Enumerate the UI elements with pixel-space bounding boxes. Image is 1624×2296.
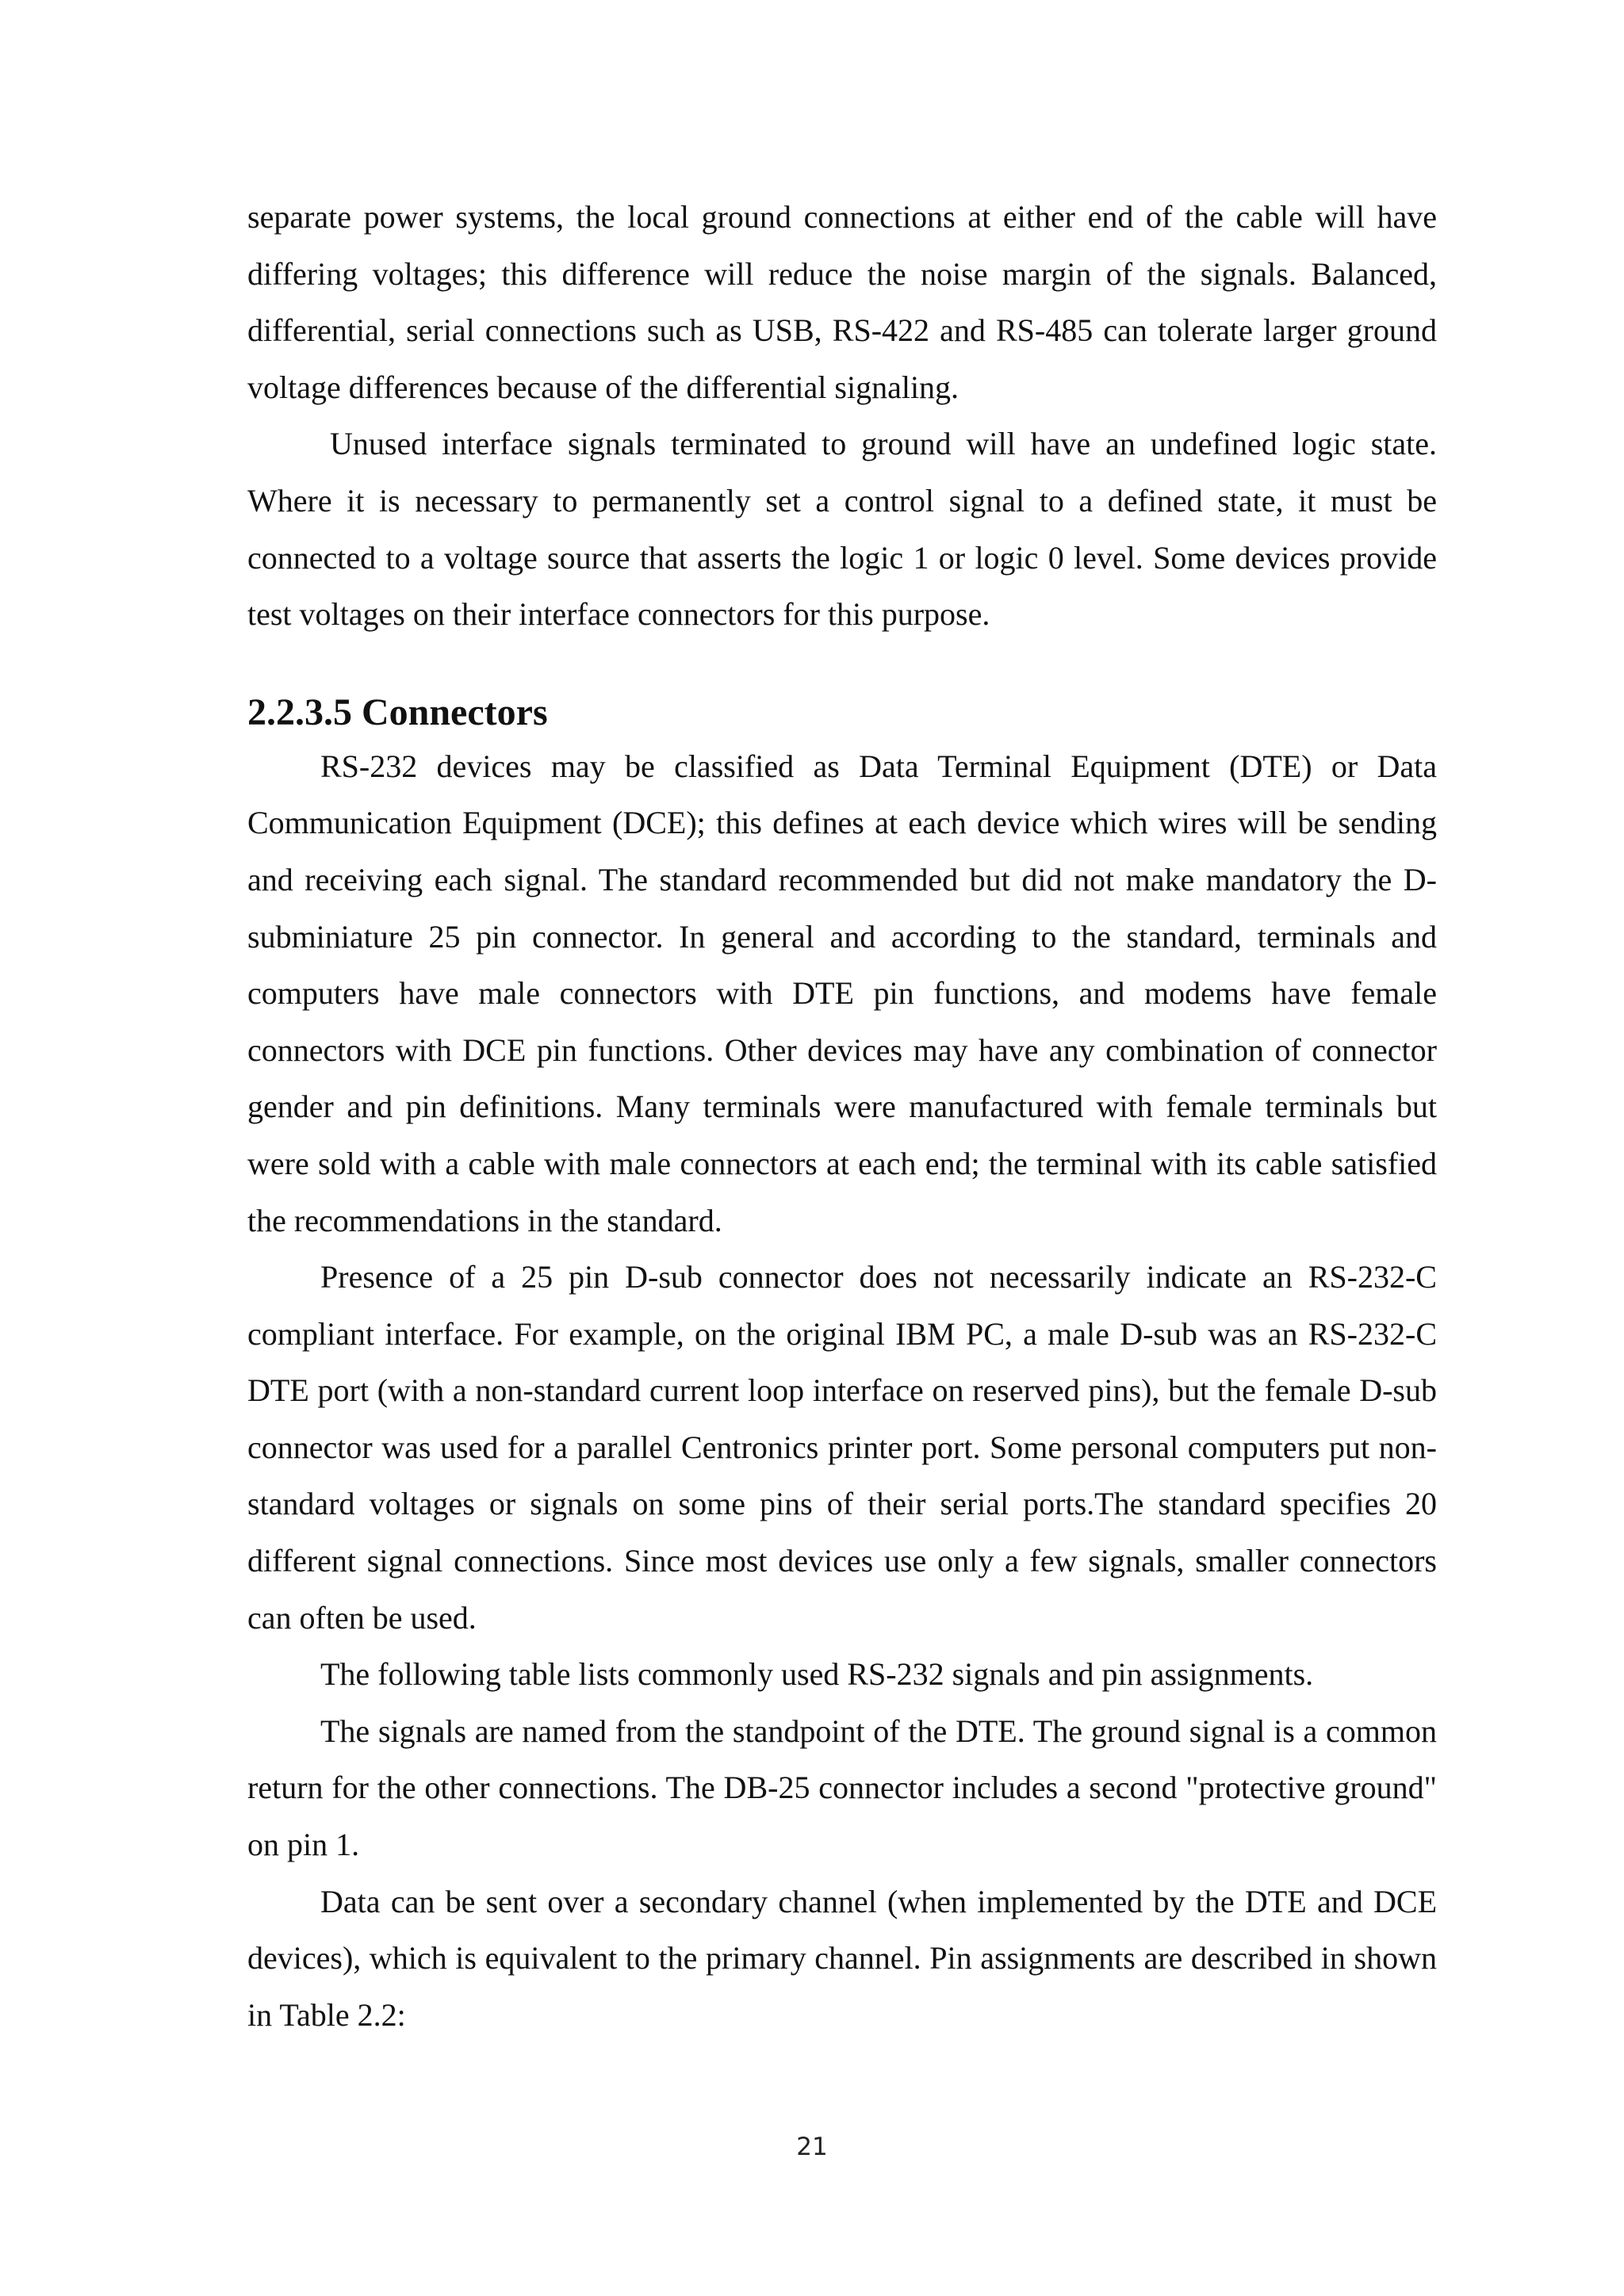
paragraph-dsub-connector: Presence of a 25 pin D-sub connector does not necessarily indicate an RS-232-C compliant interface. For example, on the original IBM PC, a male D-sub was an RS-232-C DTE port (with a non-standard current loop interface on reserved pins), but the female D-sub connector was used for a parallel Centronics printer port. Some personal computers put non-standard voltages or signals on some pins of their serial ports.The standard specifies 20 different signal connections. Since most devices use only a few signals, smaller connectors can often be used. xyxy=(247,1259,1437,1636)
page-body xyxy=(247,189,1437,2043)
paragraph-dte-dce: RS-232 devices may be classified as Data Terminal Equipment (DTE) or Data Communication Equipment (DCE); this defines at each device which wires will be sending and receiving each signal. The standard recommended but did not make mandatory the D-subminiature 25 pin connector. In general and according to the standard, terminals and computers have male connectors with DTE pin functions, and modems have female connectors with DCE pin functions. Other devices may have any combination of connector gender and pin definitions. Many terminals were manufactured with female terminals but were sold with a cable with male connectors at each end; the terminal with its cable satisfied the recommendations in the standard. xyxy=(247,748,1437,1238)
section-heading-connectors: 2.2.3.5 Connectors xyxy=(247,691,548,733)
paragraph-signal-naming: The signals are named from the standpoint of the DTE. The ground signal is a common return for the other connections. The DB-25 connector includes a second "protective ground" on pin 1. xyxy=(247,1712,1437,1863)
page-number: 21 xyxy=(796,2133,828,2161)
paragraph-table-intro: The following table lists commonly used RS-232 signals and pin assignments. xyxy=(320,1656,1314,1693)
paragraph-ground-voltage: separate power systems, the local ground connections at either end of the cable will have differing voltages; this difference will reduce the noise margin of the signals. Balanced, differential, serial connections such as USB, RS-422 and RS-485 can tolerate larger ground voltage differences because of the differential signaling. xyxy=(247,199,1437,405)
paragraph-secondary-channel: Data can be sent over a secondary channel (when implemented by the DTE and DCE devices), which is equivalent to the primary channel. Pin assignments are described in shown in Table 2.2: xyxy=(247,1883,1437,2033)
paragraph-unused-signals: Unused interface signals terminated to ground will have an undefined logic state. Where it is necessary to permanently set a control signal to a defined state, it must be connected to a voltage source that asserts the logic 1 or logic 0 level. Some devices provide test voltages on their interface connectors for this purpose. xyxy=(247,426,1437,633)
